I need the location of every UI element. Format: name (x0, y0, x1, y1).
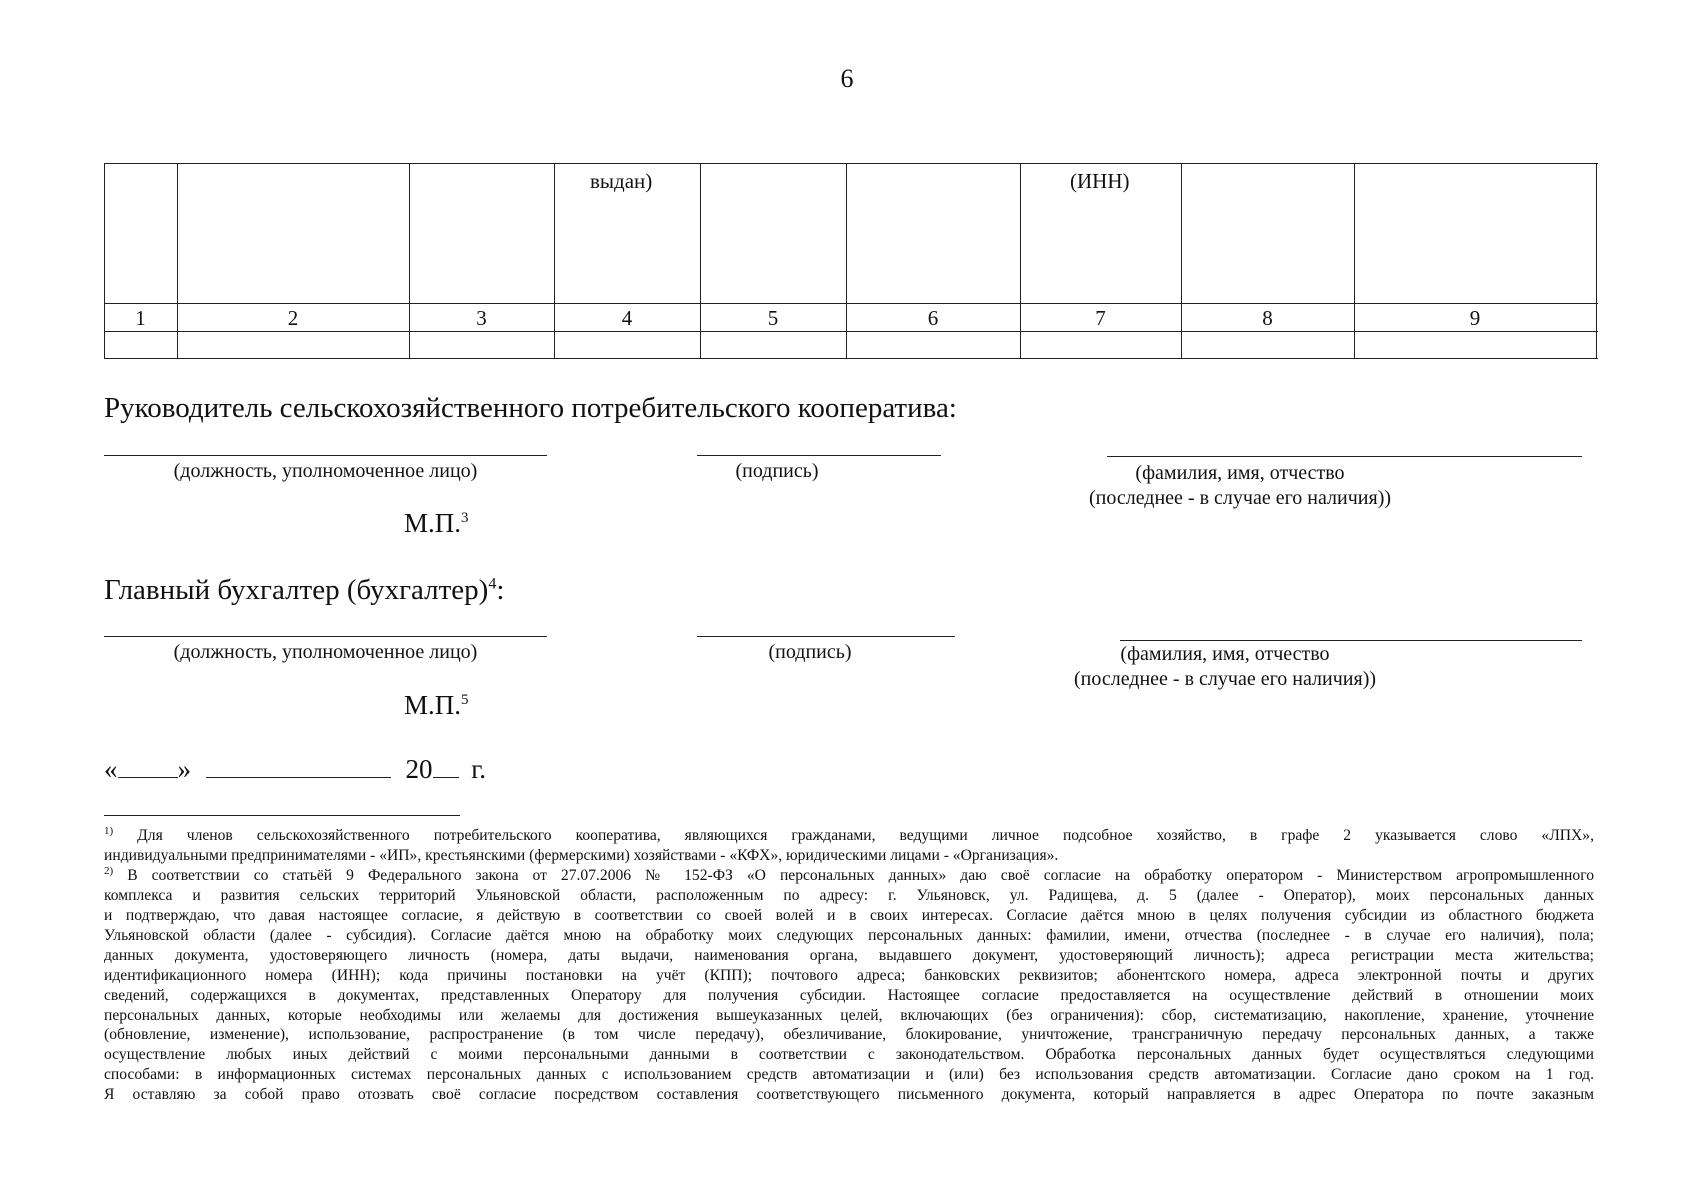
footnote-line: (обновление, изменение), использование, распространение (в том числе передачу), обезличивание, блокирование, уничтожение, трансграничную передачу персональных данных, а также (104, 1026, 1594, 1044)
manager-signature-line[interactable] (697, 455, 941, 456)
footnote-line: данных документа, удостоверяющего личность (номера, даты выдачи, наименования органа, выдавшего документ, удостоверяющий личность); адреса регистрации места жительства; (104, 946, 1594, 964)
date-row (104, 754, 486, 785)
footnote-ref-4: 4 (488, 575, 497, 593)
footnote-line: идентификационного номера (ИНН); кода причины постановки на учёт (КПП); почтового адреса; банковских реквизитов; абонентского номера, адреса электронной почты и других (104, 966, 1594, 984)
accountant-signature-caption: (подпись) (768, 641, 852, 663)
table-row-divider (104, 331, 1598, 332)
column-number: 5 (767, 306, 779, 330)
accountant-name-caption-note: (последнее - в случае его наличия)) (1073, 668, 1377, 690)
accountant-title: Главный бухгалтер (бухгалтер)$^4$: (104, 574, 505, 606)
accountant-signature-line[interactable] (697, 636, 955, 637)
footnote-line: комплекса и развития сельских территорий Ульяновской области, расположенным по адресу: г. Ульяновск, ул. Радищева, д. 5 (далее - Оператор), моих персональных данных (104, 887, 1594, 905)
column-number: 7 (1095, 306, 1106, 330)
year-suffix: г. (471, 754, 487, 784)
column-number: 8 (1262, 306, 1273, 330)
footnote-line: осуществление любых иных действий с моими персональными данными в соответствии с законодательством. Обработка персональных данных будет осуществляться следующими (104, 1046, 1594, 1064)
footnote-line: Ульяновской области (далее - субсидия). Согласие даётся мною на обработку моих следующих персональных данных: фамилии, имени, отчества (последнее - в случае его наличия), пола; (104, 926, 1594, 944)
footnote-ref-5: 5 (461, 692, 469, 708)
date-open-quote: « (104, 754, 118, 784)
column-number: 9 (1469, 306, 1481, 330)
column-number: 6 (927, 306, 939, 330)
column-number: 2 (287, 306, 299, 330)
table-header-cell-4: выдан) (590, 169, 653, 193)
manager-title: Руководитель сельскохозяйственного потребительского кооператива: (104, 392, 957, 424)
accountant-stamp: М.П.$^5$ (404, 690, 469, 720)
footnote-line: персональных данных, которые необходимы или желаемы для достижения вышеуказанных целей, включающих (без ограничения): сбор, систематизацию, накопление, хранение, уточнение (104, 1006, 1594, 1024)
data-table (104, 163, 1598, 359)
footnote-2 (104, 862, 1594, 1105)
table-border-bottom (104, 358, 1598, 359)
footnote-separator (104, 815, 460, 816)
footnote-line: индивидуальными предпринимателями - «ИП», крестьянскими (фермерскими) хозяйствами - «КФХ», юридическими лицами - «Организация». (104, 847, 1059, 865)
footnote-line: Я оставляю за собой право отозвать своё согласие посредством составления соответствующего письменного документа, который направляется в адрес Оператора по почте заказным (104, 1086, 1594, 1104)
footnote-marker-1: 1) (104, 825, 114, 837)
table-header-cell-7: (ИНН) (1070, 169, 1130, 193)
accountant-position-line[interactable] (104, 636, 547, 637)
manager-name-caption: (фамилия, имя, отчество (1135, 462, 1345, 484)
manager-stamp: М.П.$^3$ (404, 508, 469, 538)
footnote-line: $^{2)}$ В соответствии со статьёй 9 Федерального закона от 27.07.2006 № 152-ФЗ «О персональных данных» даю своё согласие на обработку оператором - Министерством агропромышленного (104, 865, 1595, 885)
column-number: 4 (621, 306, 633, 330)
date-close-quote: » (177, 754, 191, 784)
column-number: 1 (135, 306, 146, 330)
table-col-line (1596, 163, 1597, 359)
accountant-name-caption: (фамилия, имя, отчество (1120, 643, 1330, 665)
footnote-line: и подтверждаю, что давая настоящее согласие, я действую в соответствии со своей волей и в своих интересах. Согласие даётся мною в целях получения субсидии из областного бюджета (104, 907, 1594, 924)
manager-name-line[interactable] (1107, 456, 1582, 457)
manager-position-caption: (должность, уполномоченное лицо) (173, 460, 478, 482)
manager-name-caption-note: (последнее - в случае его наличия)) (1088, 487, 1392, 509)
accountant-position-caption: (должность, уполномоченное лицо) (173, 641, 478, 663)
page-number: 6 (840, 64, 854, 93)
footnote-ref-3: 3 (461, 510, 469, 526)
year-prefix: 20 (405, 754, 433, 784)
column-number: 3 (476, 306, 487, 330)
table-border-top (104, 163, 1598, 164)
manager-signature-caption: (подпись) (735, 460, 819, 482)
manager-position-line[interactable] (104, 455, 547, 456)
footnote-line: способами: в информационных системах персональных данных с использованием средств автоматизации и (или) без использования средств автоматизации. Согласие дано сроком на 1 год. (104, 1066, 1594, 1084)
footnote-line: сведений, содержащихся в документах, представленных Оператору для получения субсидии. Настоящее согласие предоставляется на осуществление действий в отношении моих (104, 986, 1594, 1004)
table-row-divider (104, 303, 1598, 304)
month-field[interactable] (206, 755, 391, 778)
year-field[interactable] (433, 755, 459, 778)
accountant-name-line[interactable] (1120, 640, 1582, 641)
footnote-1 (104, 822, 1594, 866)
footnote-line: $^{1)}$ Для членов сельскохозяйственного потребительского кооператива, являющихся гражданами, ведущими личное подсобное хозяйство, в графе 2 указывается слово «ЛПХ», (104, 825, 1594, 845)
footnote-marker-2: 2) (104, 865, 114, 877)
day-field[interactable] (118, 755, 178, 778)
